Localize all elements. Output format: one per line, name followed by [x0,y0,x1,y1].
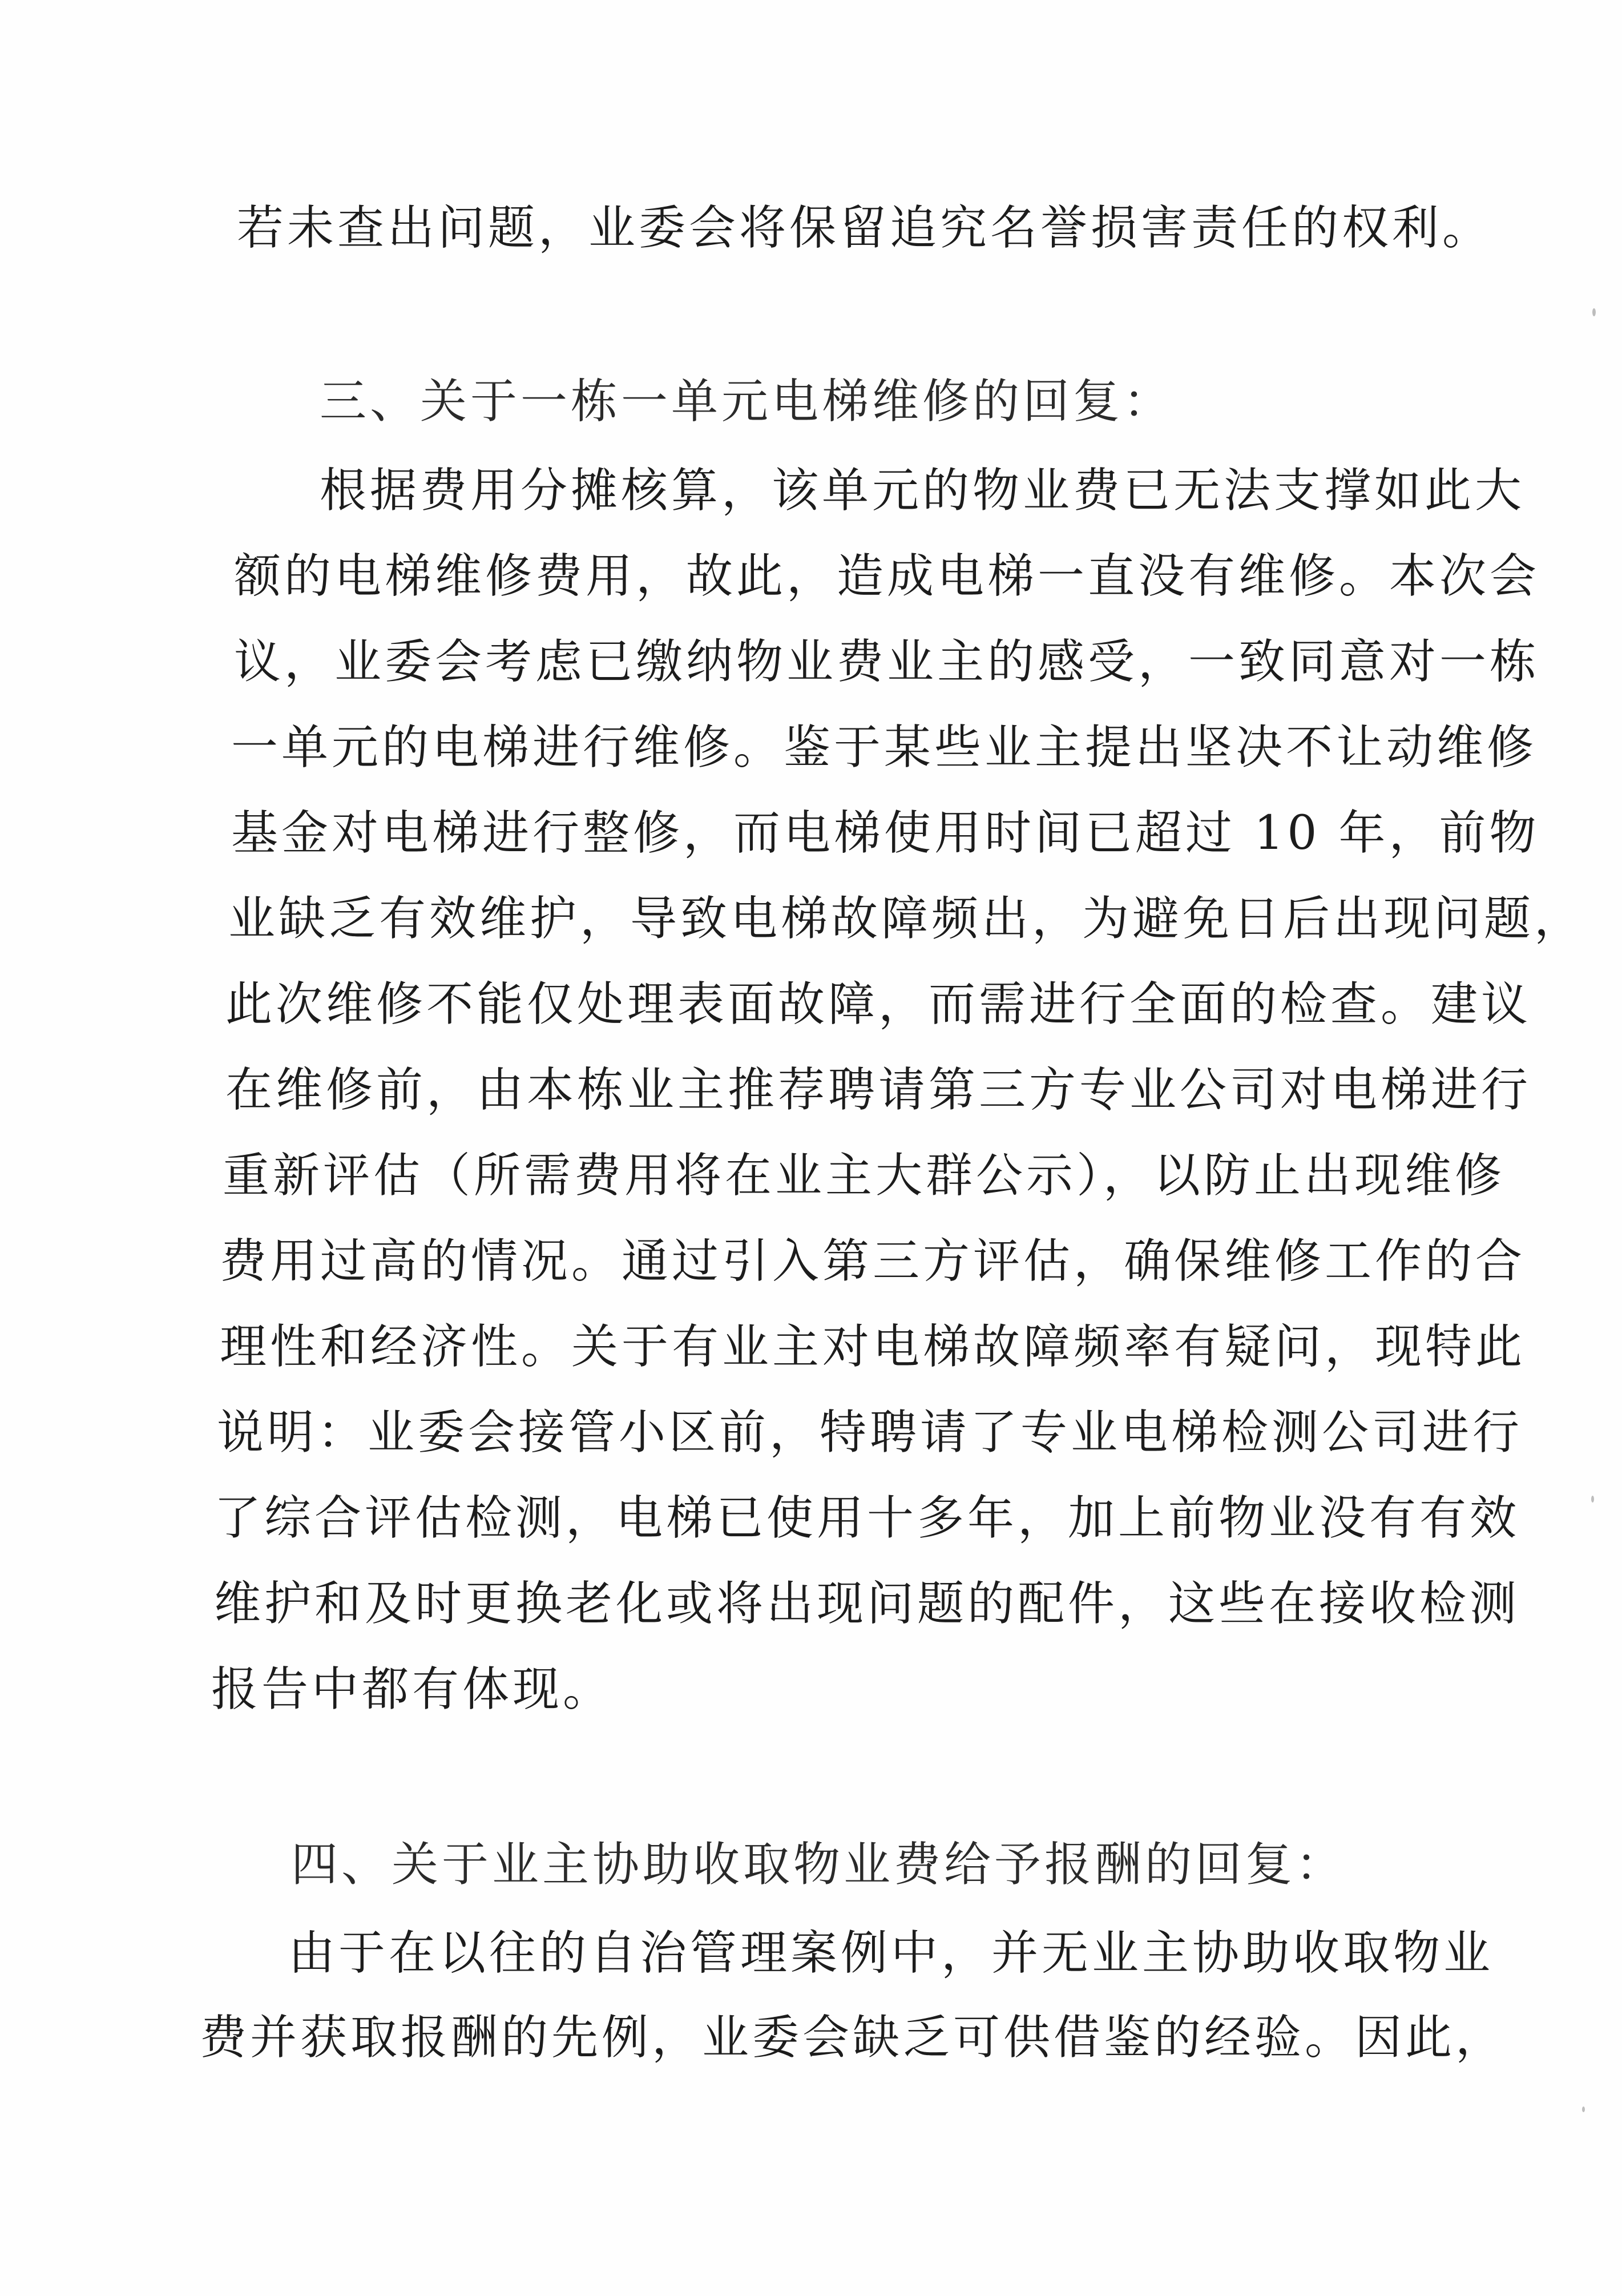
section-three-line-10: 费用过高的情况。通过引入第三方评估，确保维修工作的合 [220,1234,1526,1288]
section-three-line-9: 重新评估（所需费用将在业主大群公示），以防止出现维修 [223,1149,1506,1203]
section-three-line-1: 根据费用分摊核算，该单元的物业费已无法支撑如此大 [320,464,1526,518]
section-three-line-15: 报告中都有体现。 [211,1662,614,1717]
section-three-heading: 三、关于一栋一单元电梯维修的回复： [320,374,1174,429]
section-three-line-13: 了综合评估检测，电梯已使用十多年，加上前物业没有有效 [214,1491,1520,1545]
section-four-line-1: 由于在以往的自治管理案例中，并无业主协助收取物业 [288,1926,1494,1980]
section-three-line-2: 额的电梯维修费用，故此，造成电梯一直没有维修。本次会 [234,549,1540,603]
section-three-line-12: 说明：业委会接管小区前，特聘请了专业电梯检测公司进行 [217,1405,1523,1460]
section-three-line-3: 议，业委会考虑已缴纳物业费业主的感受，一致同意对一栋 [234,635,1540,689]
section-three-line-4: 一单元的电梯进行维修。鉴于某些业主提出坚决不让动维修 [231,720,1538,775]
section-three-line-5: 基金对电梯进行整修，而电梯使用时间已超过 10 年，前物 [231,806,1540,860]
scan-speck [1591,1496,1594,1503]
section-four-heading: 四、关于业主协助收取物业费给予报酬的回复： [291,1838,1346,1892]
section-four-line-2: 费并获取报酬的先例，业委会缺乏可供借鉴的经验。因此， [200,2011,1506,2065]
section-three-line-7: 此次维修不能仅处理表面故障，而需进行全面的检查。建议 [225,977,1532,1032]
intro-line-1: 若未查出问题，业委会将保留追究名誉损害责任的权利。 [237,201,1493,255]
section-three-line-14: 维护和及时更换老化或将出现问题的配件，这些在接收检测 [214,1577,1520,1631]
section-three-line-11: 理性和经济性。关于有业主对电梯故障频率有疑问，现特此 [220,1320,1526,1374]
scan-speck [1592,308,1596,316]
section-three-line-6: 业缺乏有效维护，导致电梯故障频出，为避免日后出现问题， [228,892,1585,946]
section-three-line-8: 在维修前，由本栋业主推荐聘请第三方专业公司对电梯进行 [225,1063,1532,1117]
scan-speck [1582,2106,1585,2112]
